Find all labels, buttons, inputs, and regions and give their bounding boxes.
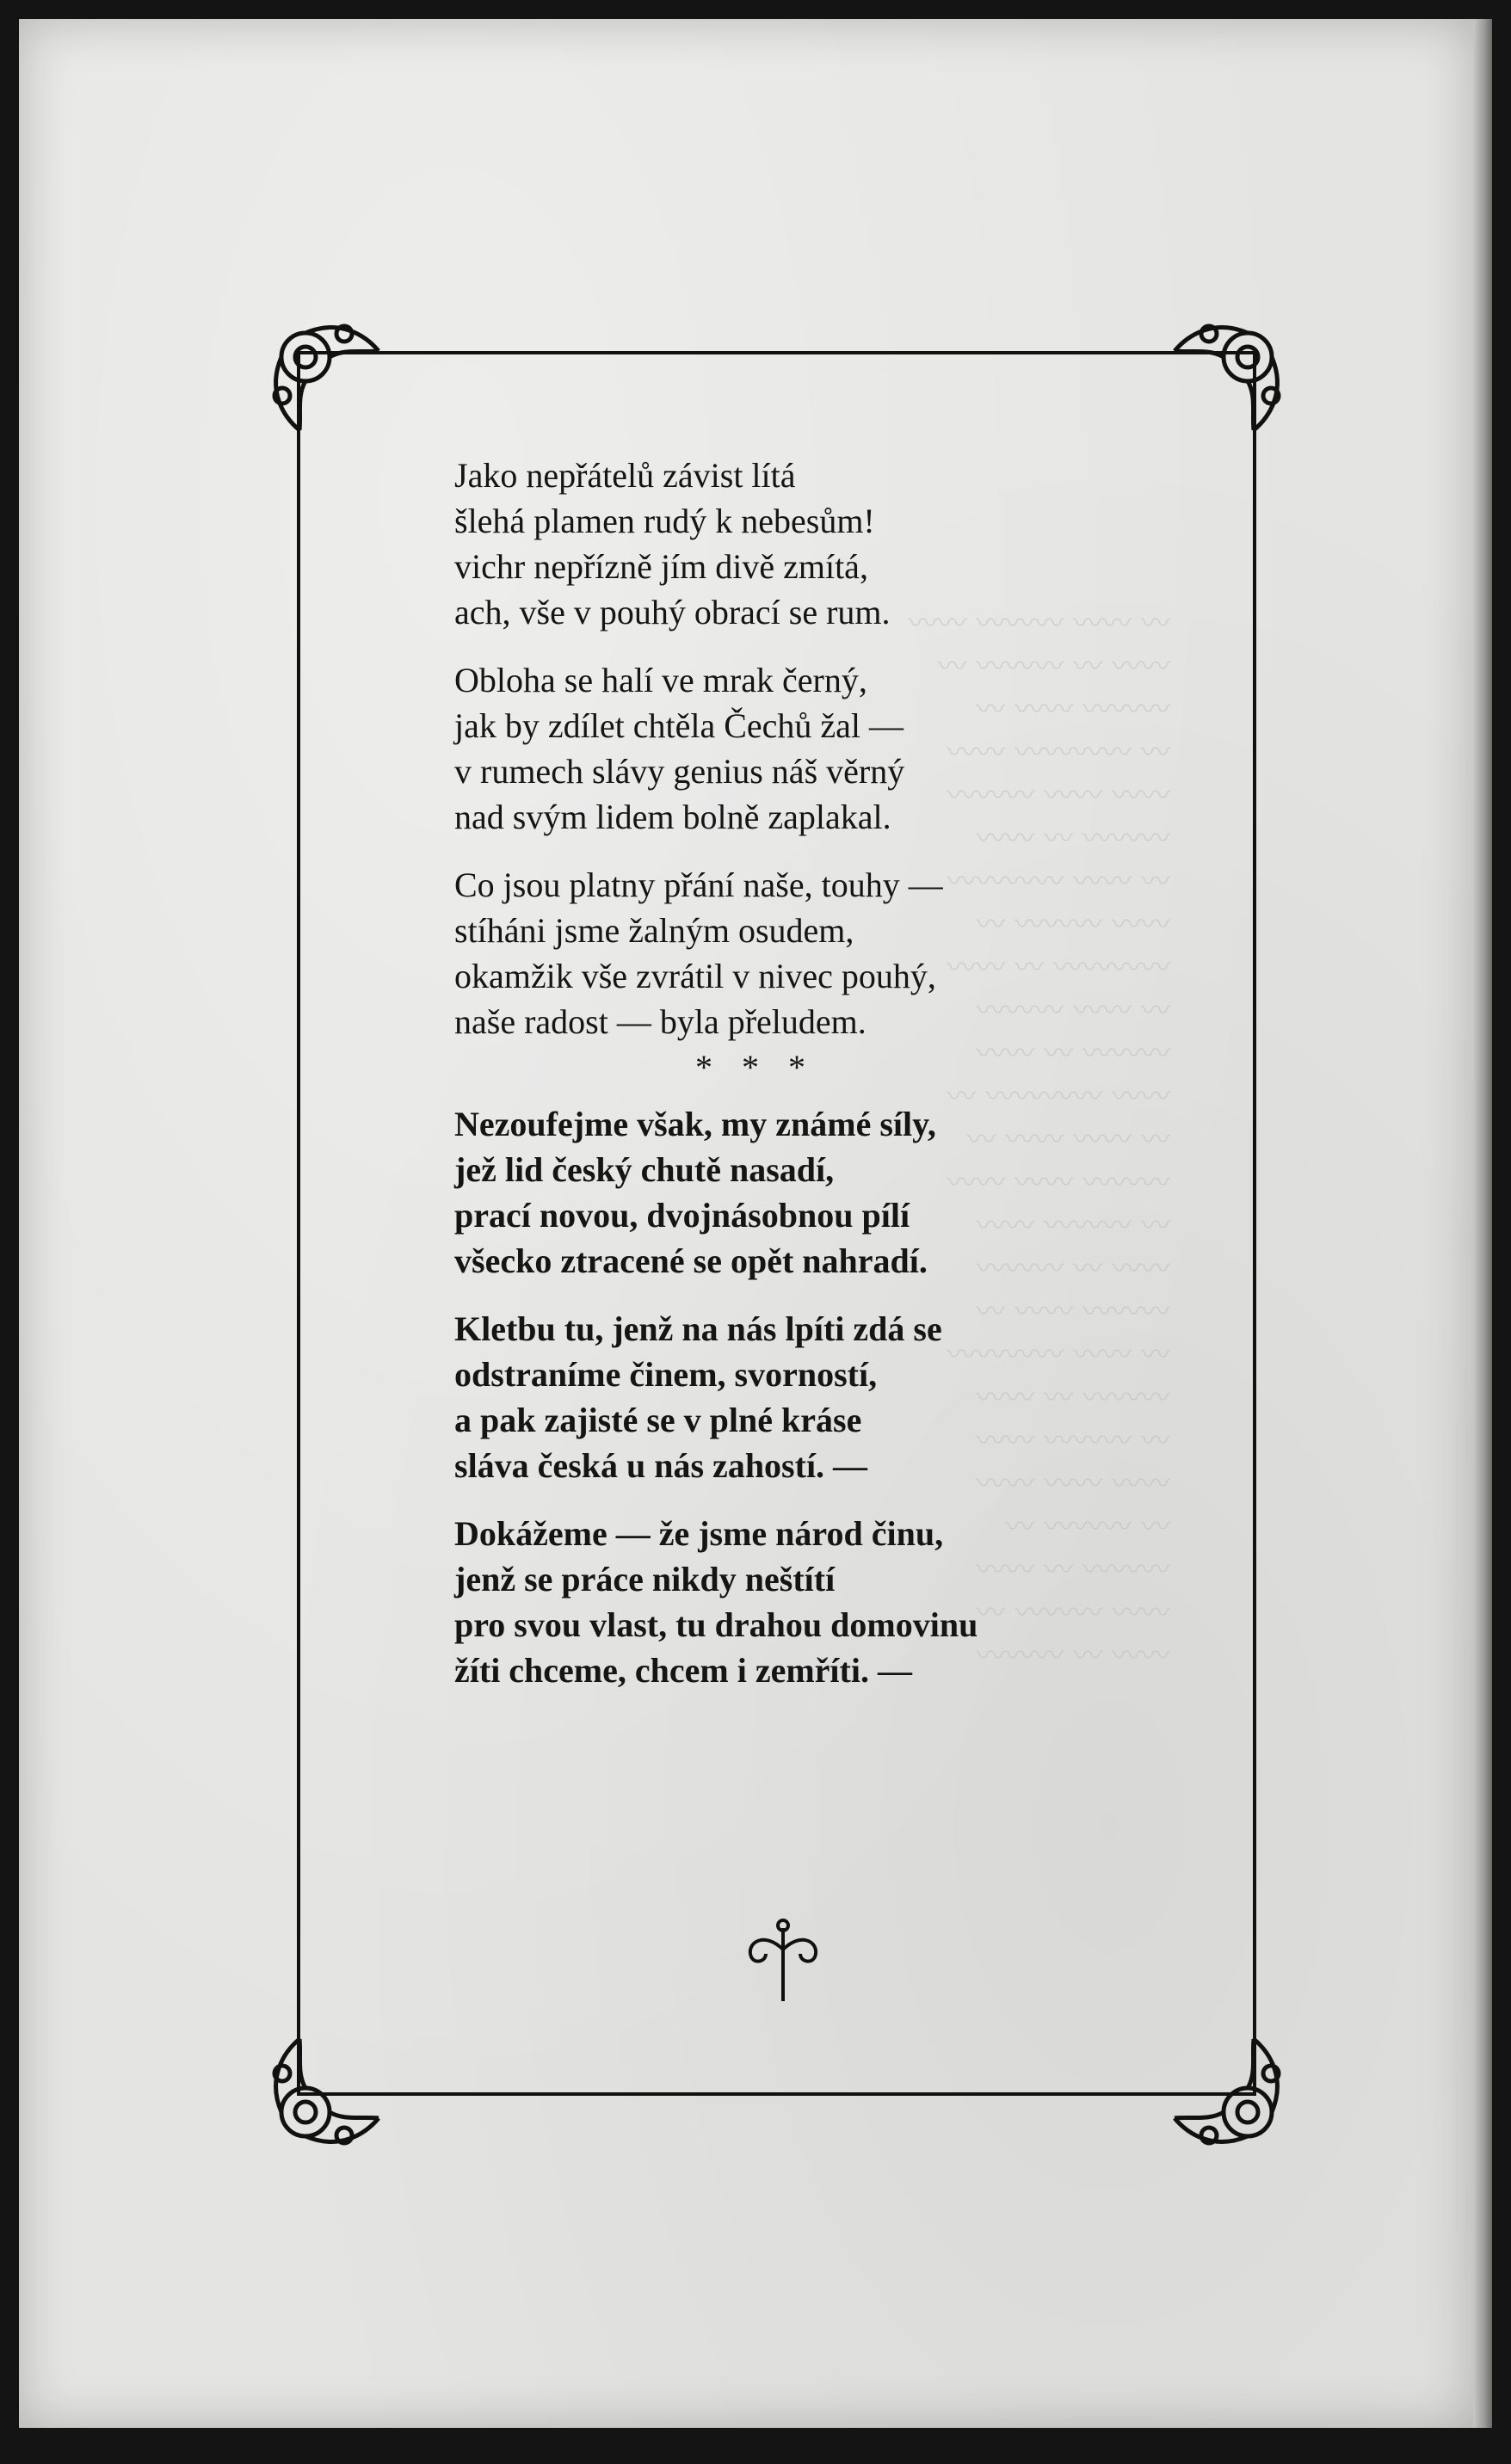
verse-line: jež lid český chutě nasadí, xyxy=(454,1150,835,1189)
verse-line: okamžik vše zvrátil v nivec pouhý, xyxy=(454,957,936,995)
verse-line: ach, vše v pouhý obrací se rum. xyxy=(454,593,891,631)
stanza xyxy=(454,1306,1108,1488)
verse-line: Co jsou platny přání naše, touhy — xyxy=(454,865,943,904)
flourish-ornament-icon xyxy=(258,2030,387,2159)
stanza xyxy=(454,1101,1108,1284)
stanza xyxy=(454,657,1108,840)
poem-body xyxy=(454,453,1108,1716)
asterism-separator: * * * xyxy=(695,1048,816,1087)
verse-line: žíti chceme, chcem i zemříti. — xyxy=(454,1651,912,1690)
flourish-ornament-icon xyxy=(1166,310,1295,439)
verse-line: pro svou vlast, tu drahou domovinu xyxy=(454,1605,978,1644)
stanza xyxy=(454,1511,1108,1693)
verse-line: Nezoufejme však, my známé síly, xyxy=(454,1105,936,1143)
stanza xyxy=(454,862,1108,1044)
verse-line: vichr nepřízně jím divě zmítá, xyxy=(454,547,868,586)
verse-line: v rumech slávy genius náš věrný xyxy=(454,752,905,791)
verse-line: a pak zajisté se v plné kráse xyxy=(454,1401,862,1439)
flourish-ornament-icon xyxy=(258,310,387,439)
verse-line: Obloha se halí ve mrak černý, xyxy=(454,661,867,699)
bleed-texture: 〰 〰〰 〰〰〰 〰〰 〰〰 〰 〰〰〰 〰 〰〰〰 〰〰 〰 〰 〰〰〰〰 〰〰 〰〰 〰〰 〰〰〰 〰〰〰 〰 〰〰 〰 〰〰 〰〰〰〰 〰〰 〰〰〰 〰 〰〰〰〰 〰 〰〰 〰 〰〰 〰〰〰 〰〰〰 〰 〰〰 〰〰 〰〰〰〰 〰 〰 〰〰 〰〰 〰 〰〰〰 〰〰 〰〰 〰 〰〰〰 〰〰 〰〰 〰 〰〰〰 〰〰〰 〰〰 〰 〰 〰〰 〰〰〰〰 〰〰〰 〰 〰〰 〰 〰〰〰 〰〰 〰〰 〰〰 〰〰 〰 〰〰〰 〰 〰〰〰 〰 〰〰 〰〰 〰〰〰 〰 〰〰 〰 〰〰〰 xyxy=(908,607,1170,1673)
verse-line: sláva česká u nás zahostí. — xyxy=(454,1446,868,1485)
verse-line: prací novou, dvojnásobnou pílí xyxy=(454,1196,910,1235)
verse-line: nad svým lidem bolně zaplakal. xyxy=(454,798,891,836)
verse-line: jak by zdílet chtěla Čechů žal — xyxy=(454,706,904,745)
stanza xyxy=(454,453,1108,635)
verse-line: Dokážeme — že jsme národ činu, xyxy=(454,1514,944,1553)
verse-line: všecko ztracené se opět nahradí. xyxy=(454,1241,928,1280)
page-edge xyxy=(1473,19,1492,2428)
verse-line: odstraníme činem, svorností, xyxy=(454,1355,878,1394)
verse-line: jenž se práce nikdy neštítí xyxy=(454,1560,836,1599)
verse-line: Jako nepřátelů závist lítá xyxy=(454,456,796,495)
verse-line: stíháni jsme žalným osudem, xyxy=(454,911,854,950)
verse-line: naše radost — byla přeludem. xyxy=(454,1002,867,1041)
flourish-ornament-icon xyxy=(1166,2030,1295,2159)
vignette-ornament-icon xyxy=(731,1915,835,2010)
verse-line: šlehá plamen rudý k nebesům! xyxy=(454,502,875,540)
verse-line: Kletbu tu, jenž na nás lpíti zdá se xyxy=(454,1309,942,1348)
